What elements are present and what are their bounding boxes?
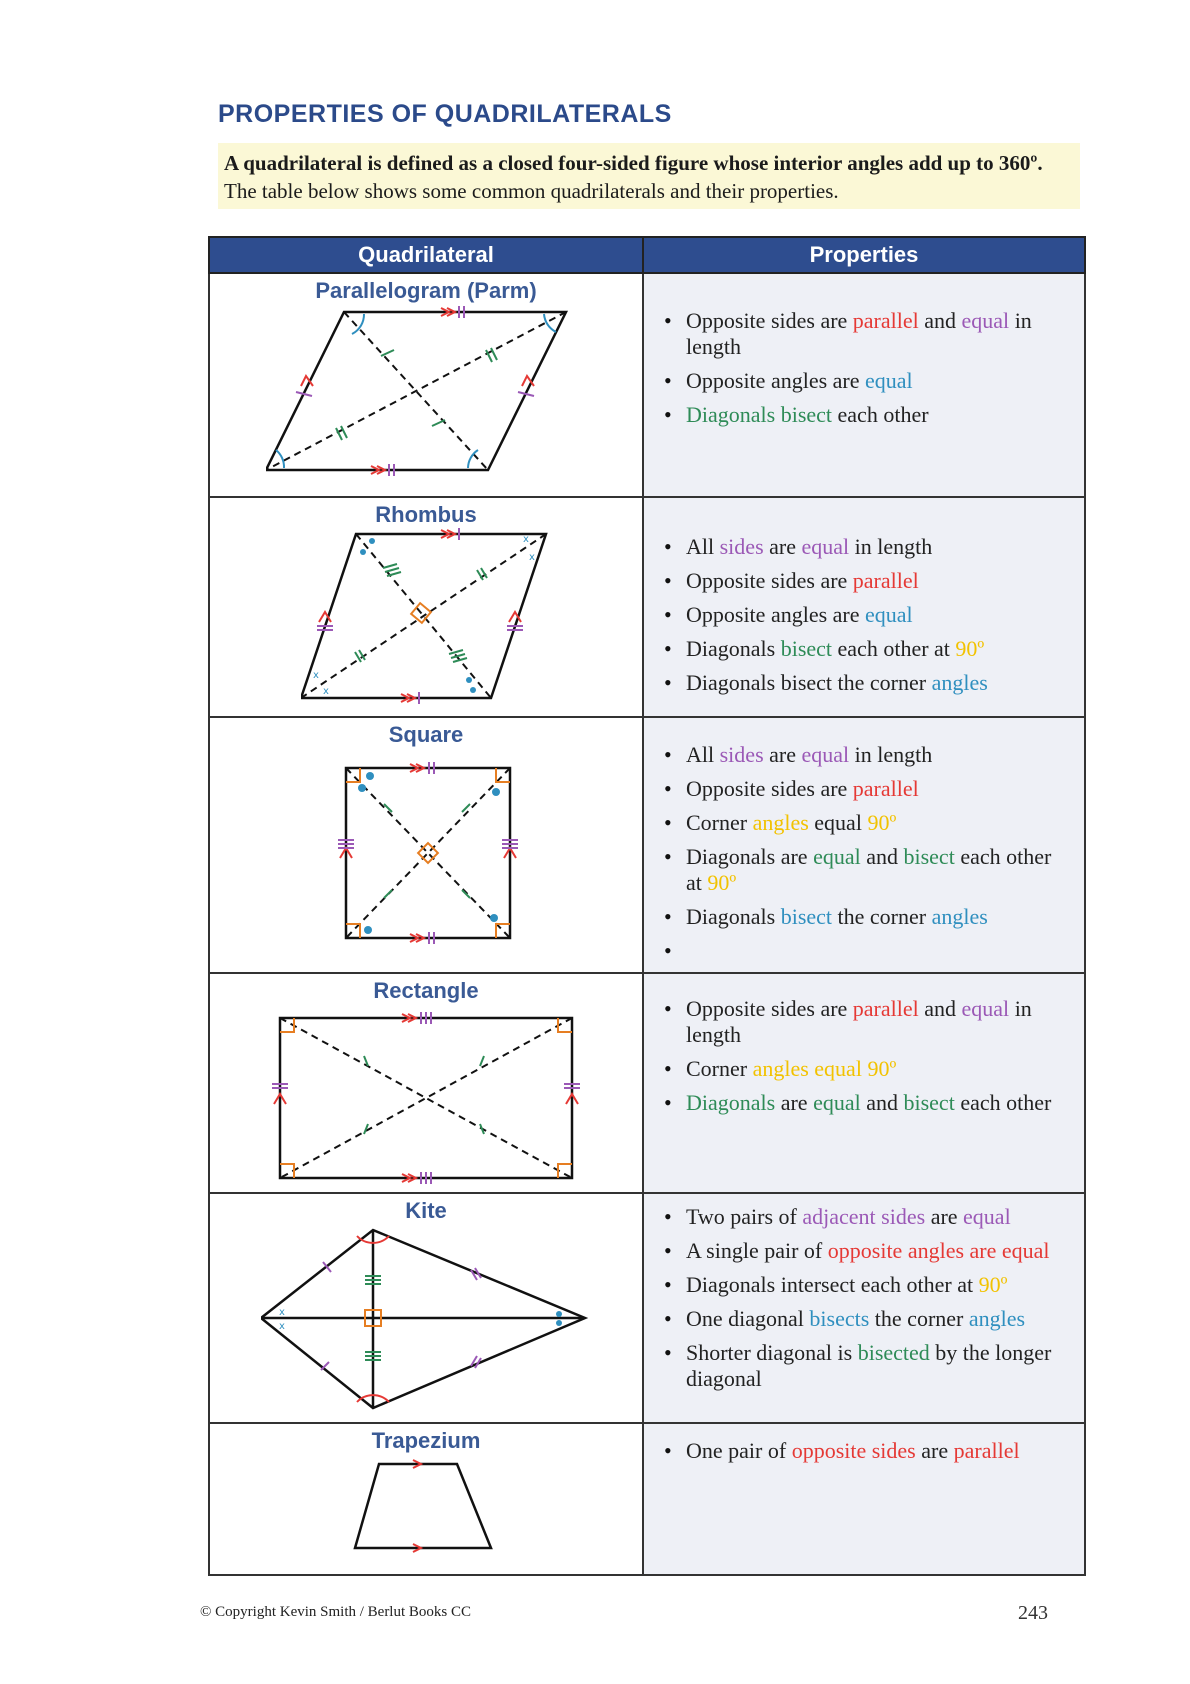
property-text: the corner <box>832 904 932 929</box>
svg-text:x: x <box>529 552 535 563</box>
property-text: All <box>686 534 720 559</box>
table-row-rectangle <box>209 973 1085 1193</box>
shape-name-rhombus: Rhombus <box>375 502 477 527</box>
property-text: Corner <box>686 810 753 835</box>
table-row-square <box>209 717 1085 973</box>
property-item <box>664 938 1072 964</box>
property-item <box>664 1272 1072 1298</box>
property-text: each other <box>832 402 929 427</box>
copyright-notice: © Copyright Kevin Smith / Berlut Books CC <box>200 1604 471 1620</box>
property-text: sides <box>719 534 764 559</box>
property-text: bisects <box>809 1306 870 1331</box>
property-text: and <box>860 1090 904 1115</box>
property-item <box>664 904 1072 930</box>
property-text: equal <box>865 602 913 627</box>
props-cell-kite <box>643 1193 1085 1423</box>
property-text: bisect <box>903 844 955 869</box>
property-text: 90º <box>707 870 737 895</box>
property-text: parallel <box>852 776 919 801</box>
property-item <box>664 776 1072 802</box>
property-text: 90º <box>978 1272 1008 1297</box>
property-text: A single pair of <box>686 1238 828 1263</box>
property-item <box>664 1306 1072 1332</box>
table-header-row <box>209 237 1085 273</box>
property-text: angles equal 90º <box>752 1056 897 1081</box>
header-properties: Properties <box>643 237 1085 273</box>
property-text: angles <box>968 1306 1026 1331</box>
property-text: in length <box>686 308 1032 359</box>
property-text: Shorter diagonal is <box>686 1340 858 1365</box>
shape-name-rectangle: Rectangle <box>373 978 479 1003</box>
svg-text:x: x <box>523 534 529 545</box>
figure-cell-rectangle <box>209 973 643 1193</box>
property-item <box>664 534 1072 560</box>
property-text: Opposite sides are <box>686 568 853 593</box>
property-item <box>664 1056 1072 1082</box>
intro-definition: A quadrilateral is defined as a closed four-sided figure whose interior angles add up to 360º. <box>224 151 1043 175</box>
svg-text:x: x <box>313 670 319 681</box>
property-item <box>664 742 1072 768</box>
props-list-rhombus <box>644 534 1084 696</box>
svg-text:x: x <box>323 686 329 697</box>
property-text: in length <box>849 534 933 559</box>
intro-box <box>218 143 1080 209</box>
property-text: are <box>925 1204 964 1229</box>
property-text: Opposite angles are <box>686 602 865 627</box>
property-text: bisect <box>780 636 833 661</box>
property-text: parallel <box>852 996 919 1021</box>
property-text: bisect <box>780 904 833 929</box>
property-item <box>664 368 1072 394</box>
property-text: sides <box>719 742 764 767</box>
property-text: Diagonals <box>686 1090 776 1115</box>
props-cell-square <box>643 717 1085 973</box>
property-text: adjacent sides <box>802 1204 926 1229</box>
property-text: Opposite sides are <box>686 996 853 1021</box>
props-cell-parallelogram <box>643 273 1085 497</box>
property-text: Diagonals bisect the corner <box>686 670 932 695</box>
property-text: Two pairs of <box>686 1204 803 1229</box>
property-text: each other at <box>832 636 956 661</box>
property-text: in length <box>849 742 933 767</box>
property-text: angles <box>931 904 988 929</box>
property-item <box>664 1438 1072 1464</box>
property-text: parallel <box>953 1438 1020 1463</box>
property-text: are <box>763 534 802 559</box>
props-cell-rectangle <box>643 973 1085 1193</box>
property-text: Opposite angles are <box>686 368 865 393</box>
shape-name-parallelogram: Parallelogram (Parm) <box>315 278 537 303</box>
property-item <box>664 810 1072 836</box>
property-text: angles <box>931 670 988 695</box>
figure-cell-rhombus <box>209 497 643 717</box>
property-text: Diagonals bisect <box>686 402 833 427</box>
parallelogram-diagram <box>266 304 586 484</box>
property-text: parallel <box>852 568 919 593</box>
property-text: Diagonals <box>686 636 781 661</box>
property-item <box>664 308 1072 360</box>
property-text: and <box>918 996 962 1021</box>
property-text: Corner <box>686 1056 753 1081</box>
header-quadrilateral: Quadrilateral <box>209 237 643 273</box>
property-text: the corner <box>869 1306 969 1331</box>
property-text: are <box>775 1090 814 1115</box>
intro-text: The table below shows some common quadrilaterals and their properties. <box>224 179 839 203</box>
page-title: PROPERTIES OF QUADRILATERALS <box>218 100 672 128</box>
property-text: equal <box>801 742 850 767</box>
props-list-square <box>644 742 1084 964</box>
props-list-trapezium <box>644 1438 1084 1464</box>
props-list-rectangle <box>644 996 1084 1116</box>
props-list-parallelogram <box>644 308 1084 428</box>
table-row-parallelogram <box>209 273 1085 497</box>
property-item <box>664 844 1072 896</box>
property-text: opposite sides <box>791 1438 916 1463</box>
property-text: Diagonals intersect each other at <box>686 1272 979 1297</box>
figure-cell-kite <box>209 1193 643 1423</box>
props-cell-trapezium <box>643 1423 1085 1575</box>
property-text: equal <box>813 1090 861 1115</box>
property-text: equal <box>961 308 1010 333</box>
property-text: are <box>763 742 802 767</box>
table-row-kite <box>209 1193 1085 1423</box>
property-item <box>664 1090 1072 1116</box>
figure-cell-trapezium <box>209 1423 643 1575</box>
property-text: Opposite sides are <box>686 776 853 801</box>
property-text: equal <box>801 534 850 559</box>
property-text: are <box>915 1438 954 1463</box>
property-item <box>664 1238 1072 1264</box>
property-text: each other at <box>686 844 1052 895</box>
property-text: angles <box>752 810 809 835</box>
property-item <box>664 1340 1072 1392</box>
props-list-kite <box>644 1204 1084 1392</box>
property-item <box>664 1204 1072 1230</box>
property-text: each other <box>954 1090 1052 1115</box>
property-text: Diagonals <box>686 904 781 929</box>
shape-name-trapezium: Trapezium <box>371 1428 481 1453</box>
property-text: opposite angles are equal <box>827 1238 1050 1263</box>
rectangle-diagram <box>266 1004 586 1184</box>
property-text: equal <box>865 368 913 393</box>
figure-cell-parallelogram <box>209 273 643 497</box>
property-text: All <box>686 742 720 767</box>
props-cell-rhombus <box>643 497 1085 717</box>
property-text: in length <box>686 996 1032 1047</box>
property-text: equal <box>808 810 868 835</box>
property-item <box>664 602 1072 628</box>
property-text: 90º <box>955 636 985 661</box>
trapezium-diagram <box>351 1454 501 1554</box>
property-item <box>664 670 1072 696</box>
square-diagram <box>326 748 526 944</box>
property-item <box>664 996 1072 1048</box>
svg-text:x: x <box>279 1321 285 1332</box>
shape-name-square: Square <box>388 722 464 747</box>
rhombus-diagram <box>301 528 551 704</box>
property-text: by the longer diagonal <box>686 1340 1052 1391</box>
quadrilaterals-table <box>208 236 1086 1576</box>
property-text: and <box>860 844 904 869</box>
svg-text:x: x <box>279 1307 285 1318</box>
property-text: parallel <box>852 308 919 333</box>
property-item <box>664 402 1072 428</box>
property-text: bisected <box>857 1340 930 1365</box>
property-text: One pair of <box>686 1438 792 1463</box>
kite-diagram <box>261 1224 591 1416</box>
property-text: Diagonals are <box>686 844 814 869</box>
figure-cell-square <box>209 717 643 973</box>
property-text: and <box>918 308 962 333</box>
property-text: bisect <box>903 1090 955 1115</box>
page-number: 243 <box>1018 1602 1048 1624</box>
property-text: equal <box>963 1204 1011 1229</box>
property-text: equal <box>961 996 1010 1021</box>
property-text: equal <box>813 844 861 869</box>
shape-name-kite: Kite <box>405 1198 447 1223</box>
table-row-trapezium <box>209 1423 1085 1575</box>
property-text: Opposite sides are <box>686 308 853 333</box>
property-text: 90º <box>867 810 897 835</box>
property-item <box>664 636 1072 662</box>
table-row-rhombus <box>209 497 1085 717</box>
property-text: One diagonal <box>686 1306 810 1331</box>
property-item <box>664 568 1072 594</box>
